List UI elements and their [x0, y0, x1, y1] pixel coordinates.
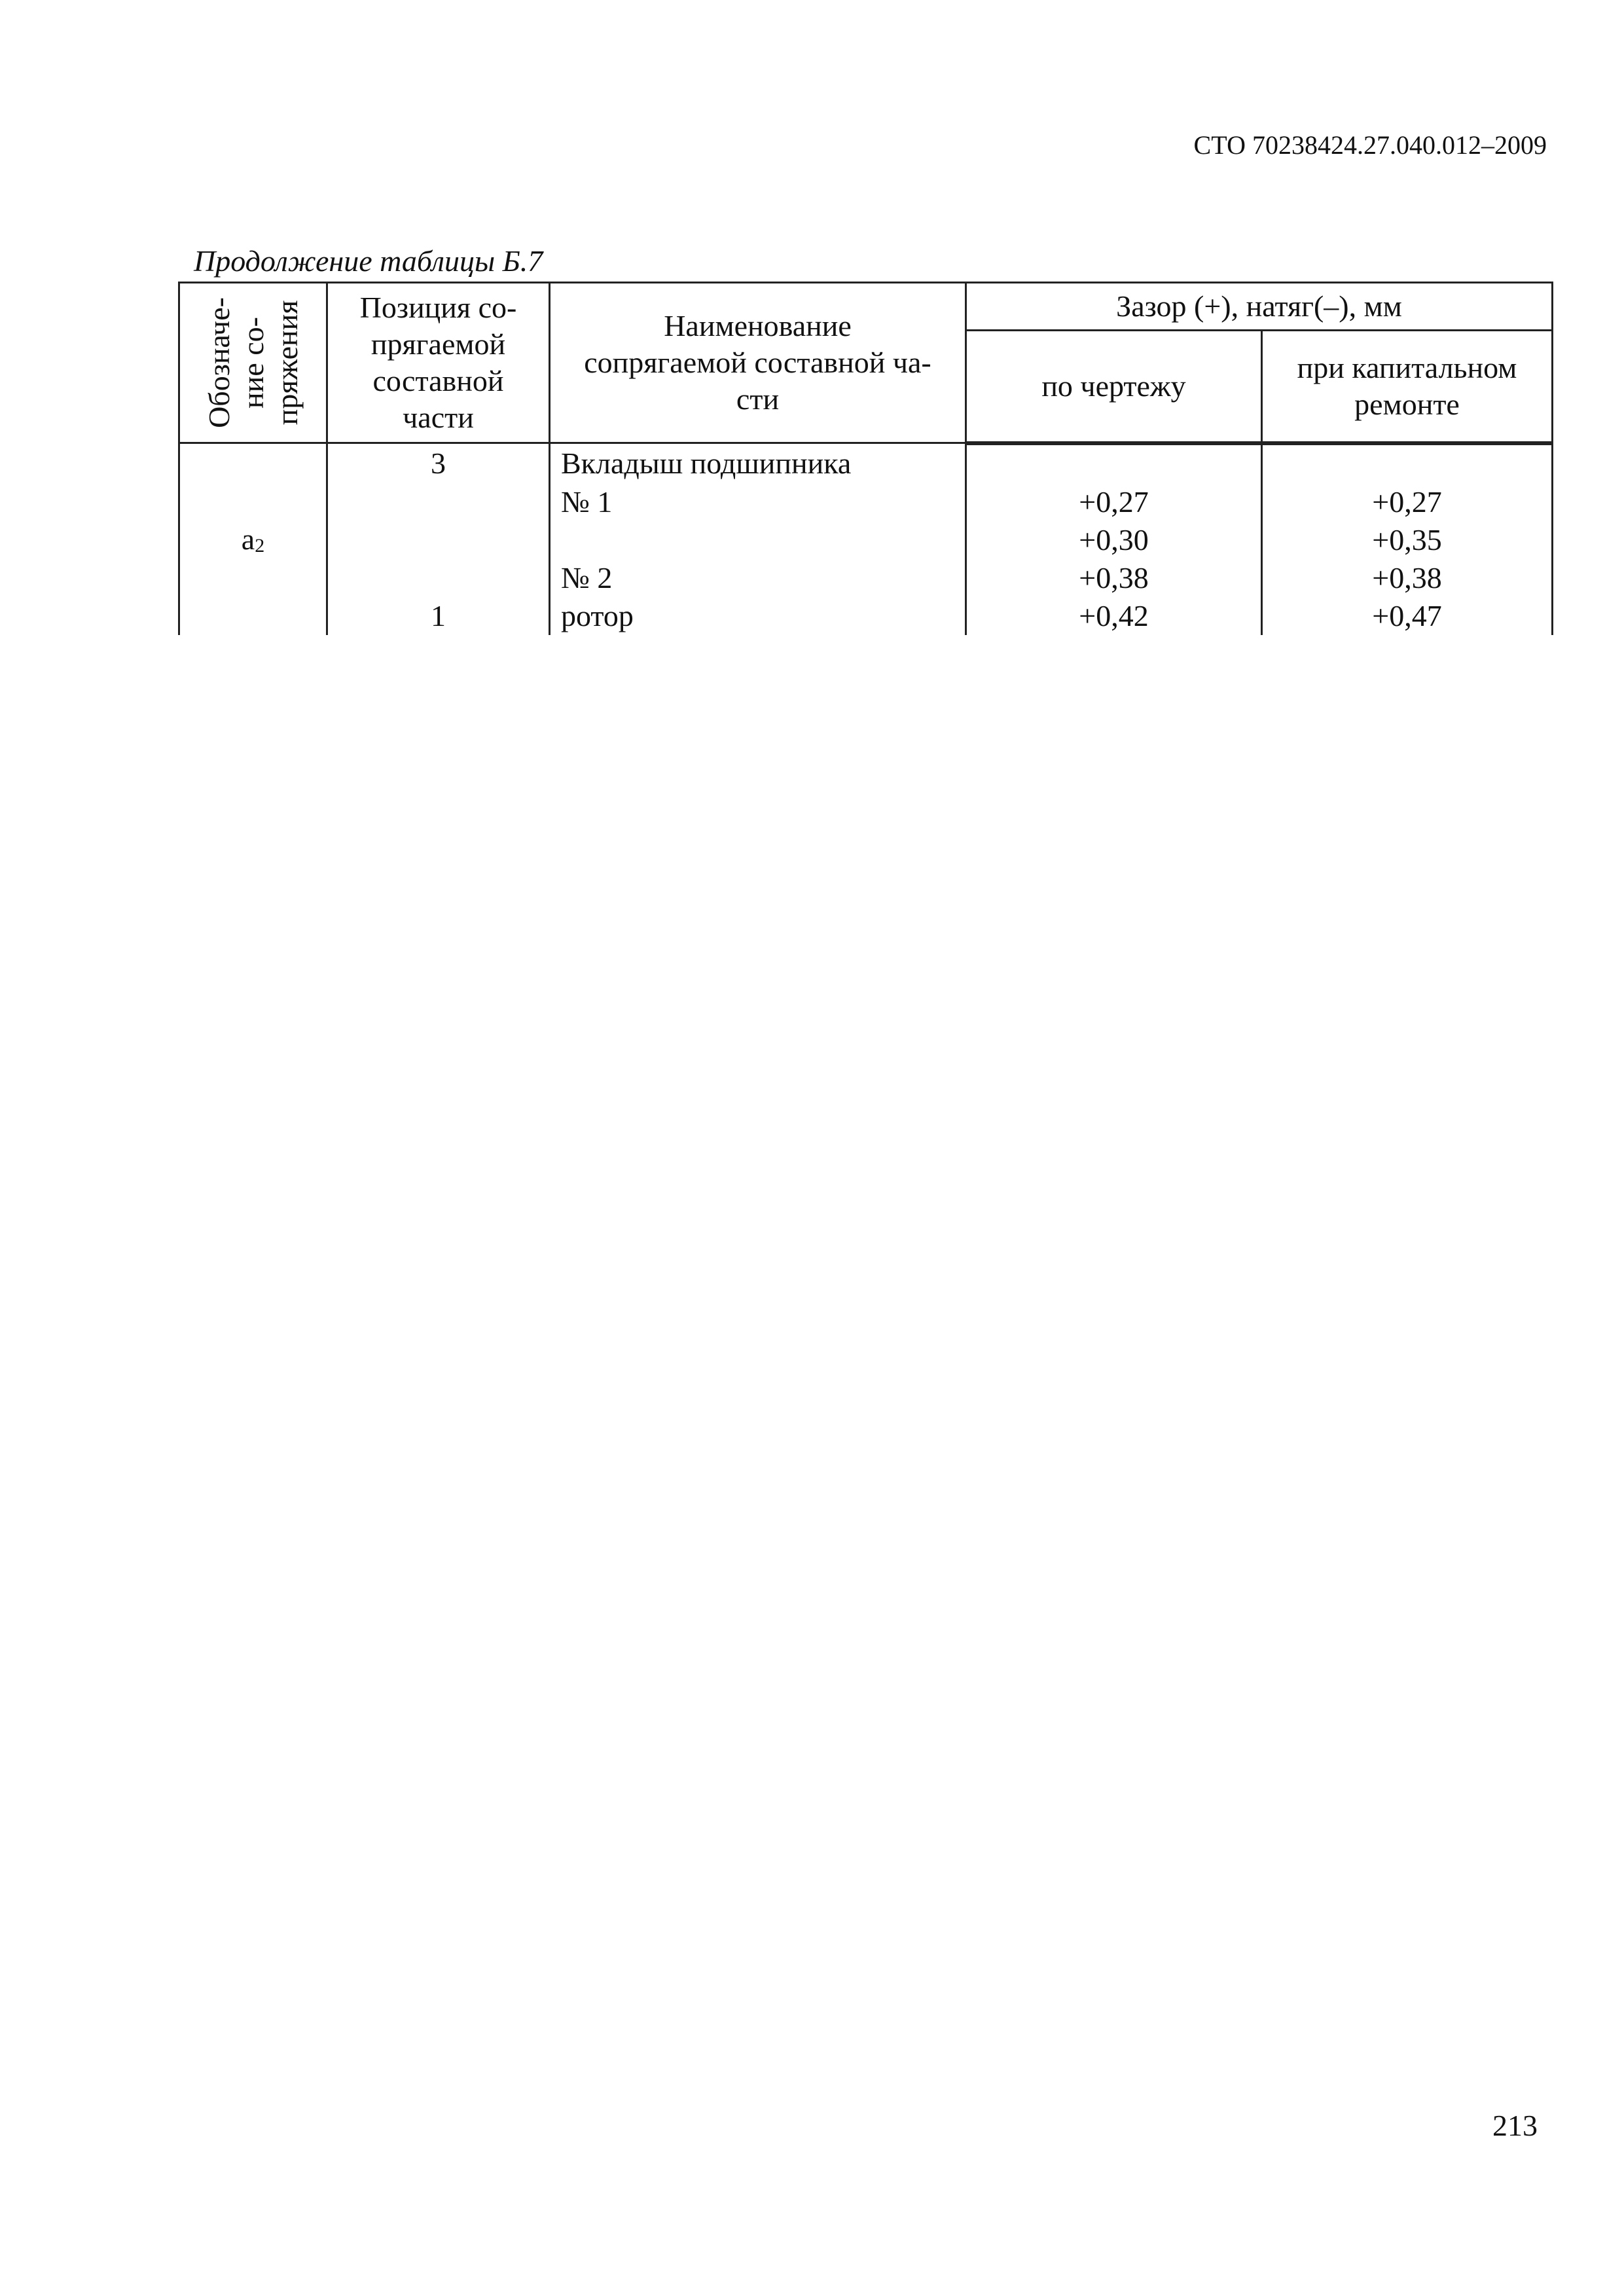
- table-row: [179, 559, 1553, 597]
- header-position-line: составной: [372, 364, 504, 397]
- part-name-cell: № 1: [550, 483, 966, 521]
- header-position-line: прягаемой: [370, 327, 506, 361]
- header-part-name-line: сопрягаемой составной ча-: [584, 346, 931, 379]
- table-caption: Продолжение таблицы Б.7: [194, 244, 543, 278]
- header-capital-repair-line: при капитальном: [1297, 350, 1517, 384]
- position-cell: 1: [327, 597, 550, 635]
- repair-value-cell: +0,27: [1262, 483, 1553, 521]
- part-name-cell: Вкладыш подшипника: [550, 443, 966, 483]
- header-designation-line: пряжения: [270, 300, 304, 426]
- drawing-value-cell: +0,38: [966, 559, 1262, 597]
- header-designation: [179, 283, 327, 443]
- position-cell: 3: [327, 443, 550, 483]
- header-position-line: части: [403, 401, 474, 434]
- header-part-name: [550, 283, 966, 443]
- header-part-name-line: Наименование: [664, 309, 852, 342]
- position-cell: [327, 559, 550, 597]
- clearance-table: [178, 282, 1553, 635]
- header-position: [327, 283, 550, 443]
- header-position-line: Позиция со-: [359, 291, 517, 324]
- repair-value-cell: [1262, 443, 1553, 483]
- header-capital-repair: [1262, 330, 1553, 443]
- position-cell: [327, 483, 550, 521]
- designation-cell: [179, 443, 327, 635]
- repair-value-cell: +0,35: [1262, 521, 1553, 559]
- header-clearance-group: Зазор (+), натяг(–), мм: [966, 283, 1553, 331]
- header-capital-repair-line: ремонте: [1354, 387, 1460, 421]
- repair-value-cell: +0,47: [1262, 597, 1553, 635]
- header-by-drawing: по чертежу: [966, 330, 1262, 443]
- table-row: [179, 443, 1553, 483]
- drawing-value-cell: +0,27: [966, 483, 1262, 521]
- document-code: СТО 70238424.27.040.012–2009: [1193, 130, 1547, 160]
- repair-value-cell: +0,38: [1262, 559, 1553, 597]
- table-row: [179, 521, 1553, 559]
- page-number: 213: [1492, 2109, 1538, 2142]
- table-row: [179, 597, 1553, 635]
- drawing-value-cell: +0,30: [966, 521, 1262, 559]
- header-designation-line: Обозначе-: [202, 297, 236, 428]
- part-name-cell: ротор: [550, 597, 966, 635]
- part-name-cell: № 2: [550, 559, 966, 597]
- designation-subscript: 2: [255, 534, 265, 556]
- position-cell: [327, 521, 550, 559]
- drawing-value-cell: +0,42: [966, 597, 1262, 635]
- part-name-cell: [550, 521, 966, 559]
- header-part-name-line: сти: [736, 382, 780, 416]
- table-row: [179, 483, 1553, 521]
- header-designation-line: ние со-: [236, 317, 270, 409]
- designation-value: а: [241, 522, 255, 556]
- drawing-value-cell: [966, 443, 1262, 483]
